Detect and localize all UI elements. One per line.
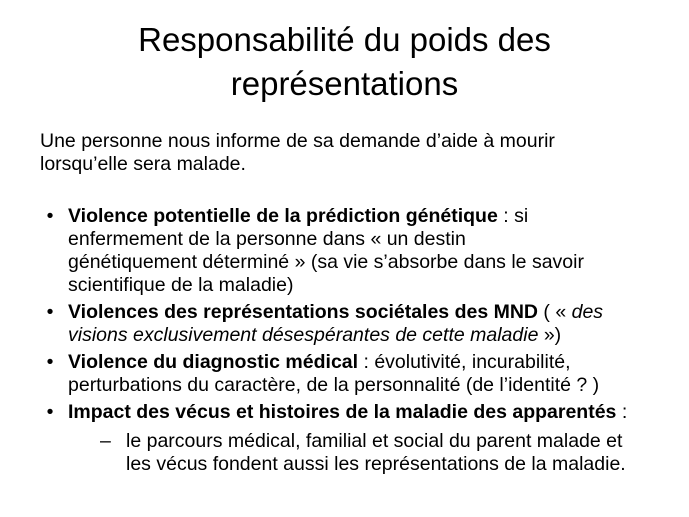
bullet-item-genetic-prediction	[40, 205, 680, 297]
intro-paragraph	[40, 130, 660, 176]
bullet-glyph: •	[46, 205, 54, 227]
sub-bullet-item	[68, 430, 680, 476]
bullet-heading: Violences des représentations sociétales des MND	[68, 301, 538, 323]
bullet-glyph: •	[46, 351, 54, 373]
title-line-2: représentations	[230, 65, 459, 102]
bullet-text: : évolutivité, incurabilité,	[358, 351, 571, 373]
sub-bullet-text: les vécus fondent aussi les représentations de la maladie.	[126, 453, 626, 475]
bullet-item-medical-diagnosis	[40, 351, 680, 397]
bullet-text: ( «	[538, 301, 572, 323]
intro-line-1: Une personne nous informe de sa demande d’aide à mourir	[40, 130, 555, 152]
sub-bullet-list	[68, 430, 680, 476]
bullet-list	[40, 205, 680, 480]
bullet-heading: Violence du diagnostic médical	[68, 351, 359, 373]
bullet-quote: des	[571, 301, 604, 323]
sub-bullet-text: le parcours médical, familial et social du parent malade et	[126, 430, 623, 452]
bullet-text: enfermement de la personne dans « un destin	[68, 228, 466, 250]
bullet-text: :	[616, 401, 628, 423]
bullet-text: »)	[538, 324, 562, 346]
bullet-item-societal-representations	[40, 301, 680, 347]
bullet-text: scientifique de la maladie)	[68, 274, 294, 296]
title-line-1: Responsabilité du poids des	[138, 21, 551, 58]
bullet-quote: visions exclusivement désespérantes de cette maladie	[68, 324, 539, 346]
slide-title	[30, 18, 659, 106]
bullet-item-relatives-experiences	[40, 401, 680, 476]
bullet-heading: Violence potentielle de la prédiction génétique	[68, 205, 498, 227]
bullet-glyph: •	[46, 401, 54, 423]
bullet-text: génétiquement déterminé » (sa vie s’absorbe dans le savoir	[68, 251, 584, 273]
bullet-text: : si	[497, 205, 529, 227]
intro-line-2: lorsqu’elle sera malade.	[40, 153, 246, 175]
bullet-heading: Impact des vécus et histoires de la maladie des apparentés	[68, 401, 617, 423]
bullet-text: perturbations du caractère, de la personnalité (de l’identité ? )	[68, 374, 600, 396]
dash-glyph: –	[100, 430, 111, 452]
bullet-glyph: •	[46, 301, 54, 323]
